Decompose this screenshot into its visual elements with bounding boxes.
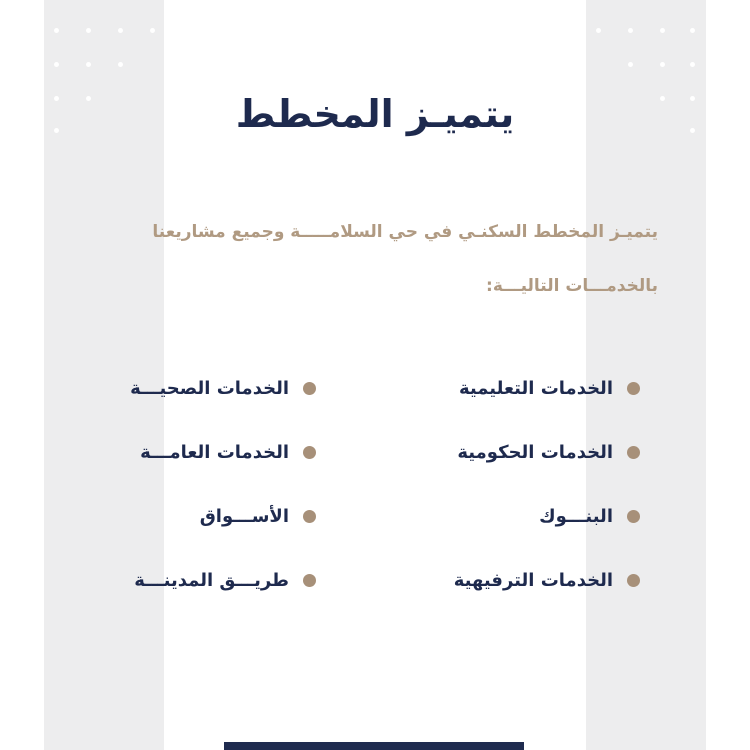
service-item-governmental [457,442,640,463]
bullet-dot-icon [627,510,640,523]
page-title: يتميـز المخطط [235,92,515,136]
dot-decoration [118,62,123,67]
service-label: الخدمات الصحيـــة [130,378,289,399]
bullet-dot-icon [303,446,316,459]
services-list [100,378,640,628]
intro-line-2: بالخدمـــات التاليـــة: [486,276,658,296]
dot-decoration [596,28,601,33]
intro-line-1: يتميـز المخطط السكنـي في حي السلامـــــة وجميع مشاريعنا [152,222,658,242]
dot-decoration [660,62,665,67]
bullet-dot-icon [303,382,316,395]
service-item-public [140,442,316,463]
service-item-banks [539,506,640,527]
service-label: الخدمات الحكومية [457,442,613,463]
service-label: الخدمات العامـــة [140,442,289,463]
dot-decoration [54,62,59,67]
bullet-dot-icon [303,510,316,523]
service-label: البنـــوك [539,506,613,527]
bullet-dot-icon [627,382,640,395]
service-item-health [130,378,316,399]
service-label: الخدمات التعليمية [458,378,613,399]
dot-decoration [118,28,123,33]
dot-decoration [660,28,665,33]
dot-decoration [690,28,695,33]
dot-decoration [628,28,633,33]
service-label: الخدمات الترفيهية [453,570,613,591]
dot-decoration [86,62,91,67]
bottom-accent-bar [224,742,524,750]
bullet-dot-icon [627,574,640,587]
service-item-madinah-road [134,570,316,591]
service-item-markets [200,506,316,527]
service-label: طريـــق المدينـــة [134,570,289,591]
service-item-entertainment [454,570,640,591]
dot-decoration [54,28,59,33]
dot-decoration [150,28,155,33]
dot-decoration [86,28,91,33]
bullet-dot-icon [303,574,316,587]
intro-paragraph [70,205,658,313]
bullet-dot-icon [627,446,640,459]
service-item-educational [459,378,640,399]
dot-decoration [690,62,695,67]
service-label: الأســـواق [199,506,289,527]
dot-decoration [628,62,633,67]
